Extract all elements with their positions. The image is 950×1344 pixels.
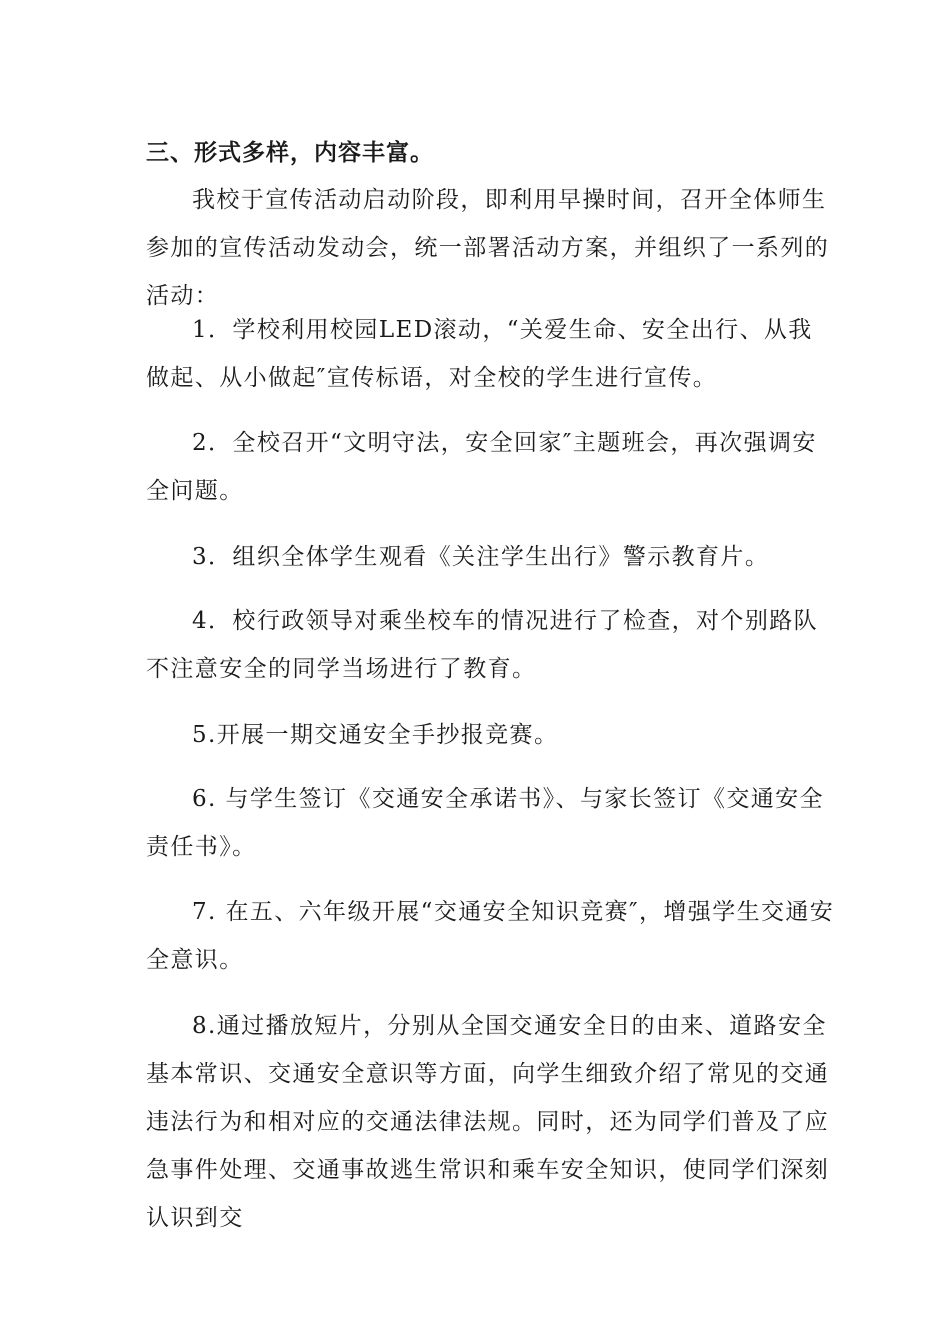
paragraph-item-4: 4．校行政领导对乘坐校车的情况进行了检查，对个别路队不注意安全的同学当场进行了教育。 [146, 608, 819, 682]
paragraph-item-7: 7. 在五、六年级开展“交通安全知识竞赛″，增强学生交通安全意识。 [146, 899, 835, 973]
paragraph-intro: 我校于宣传活动启动阶段，即利用早操时间，召开全体师生参加的宣传活动发动会，统一部署活动方案，并组织了一系列的活动： [146, 187, 830, 309]
paragraph-item-8: 8.通过播放短片，分别从全国交通安全日的由来、道路安全基本常识、交通安全意识等方面，向学生细致介绍了常见的交通违法行为和相对应的交通法律法规。同时，还为同学们普及了应急事件处理、交通事故逃生常识和乘车安全知识，使同学们深刻认识到交 [146, 1013, 830, 1231]
paragraph-item-1: 1．学校利用校园LED滚动，“关爱生命、安全出行、从我做起、从小做起″宣传标语，对全校的学生进行宣传。 [146, 317, 813, 391]
paragraph-item-5: 5.开展一期交通安全手抄报竞赛。 [192, 722, 559, 748]
paragraph-item-6: 6. 与学生签订《交通安全承诺书》、与家长签订《交通安全责任书》。 [146, 786, 824, 860]
paragraph-item-2: 2．全校召开“文明守法，安全回家″主题班会，再次强调安全问题。 [146, 430, 817, 504]
paragraph-item-3: 3．组织全体学生观看《关注学生出行》警示教育片。 [192, 544, 770, 570]
section-heading: 三、形式多样，内容丰富。 [146, 139, 434, 166]
